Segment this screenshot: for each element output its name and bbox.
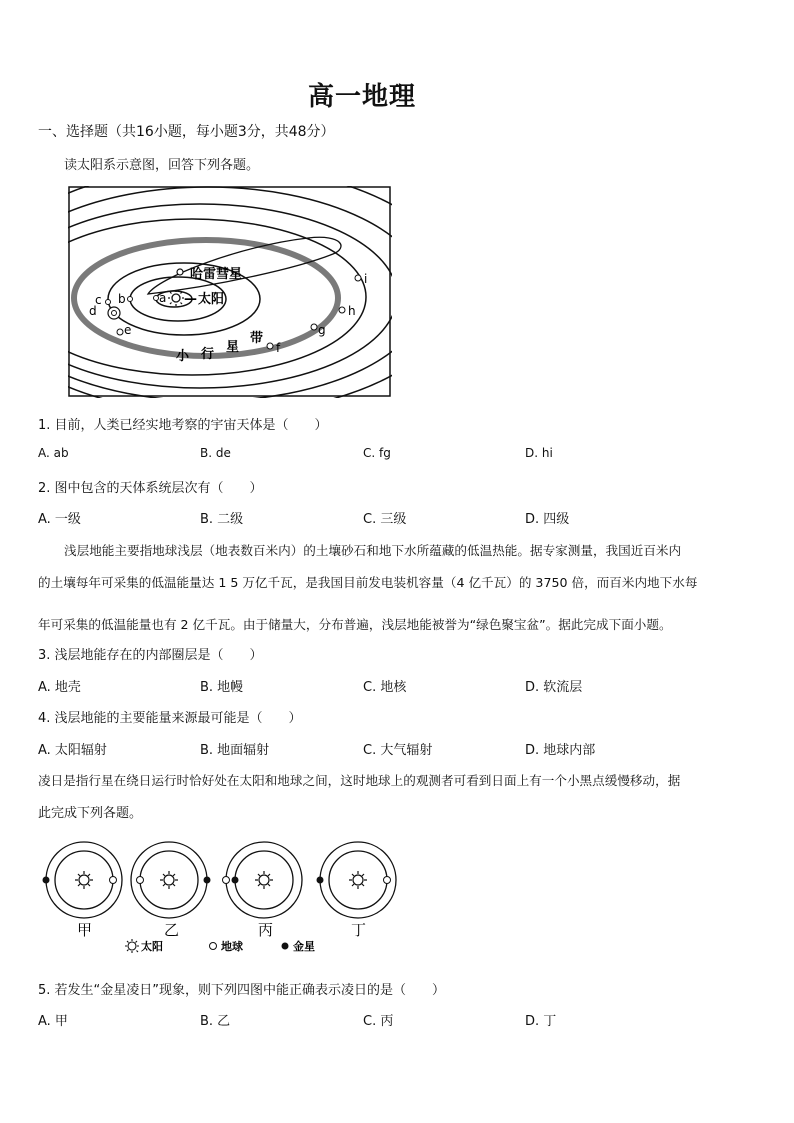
- q1-option-a[interactable]: A. ab: [38, 446, 69, 460]
- planet-e: [117, 329, 123, 335]
- question-1: 1. 目前，人类已经实地考察的宇宙天体是（ ）: [38, 418, 328, 433]
- planet-d: [112, 311, 117, 316]
- page-title: 高一地理: [307, 82, 416, 112]
- planet-b: [128, 297, 133, 302]
- diagram-label-ding: 丁: [351, 921, 367, 939]
- belt-label-1: 小: [176, 349, 190, 364]
- q1-option-c[interactable]: C. fg: [363, 446, 391, 460]
- q2-option-d[interactable]: D. 四级: [525, 512, 570, 527]
- legend-sun-label: 太阳: [141, 940, 163, 953]
- diagram-label-jia: 甲: [77, 921, 93, 939]
- label-f: f: [276, 341, 281, 355]
- q4-option-d[interactable]: D. 地球内部: [525, 743, 596, 758]
- q3-option-b[interactable]: B. 地幔: [200, 680, 244, 695]
- belt-label-3: 星: [226, 340, 240, 355]
- intro-text: 读太阳系示意图，回答下列各题。: [64, 158, 260, 173]
- legend-venus-label: 金星: [293, 940, 315, 953]
- planet-g: [311, 324, 317, 330]
- planet-a: [154, 296, 159, 301]
- q1-option-b[interactable]: B. de: [200, 446, 231, 460]
- sun-icon: [160, 871, 178, 889]
- passage-3-line-2: 此完成下列各题。: [38, 806, 143, 821]
- q2-option-a[interactable]: A. 一级: [38, 512, 81, 527]
- planet-c: [106, 300, 111, 305]
- venus-dot: [204, 877, 211, 884]
- earth-dot: [137, 877, 144, 884]
- q4-option-b[interactable]: B. 地面辐射: [200, 743, 270, 758]
- venus-dot: [232, 877, 239, 884]
- sun-label-text: 太阳: [198, 292, 225, 307]
- q3-option-c[interactable]: C. 地核: [363, 680, 407, 695]
- sun-icon: [255, 871, 273, 889]
- passage-2-line-2: 的土壤每年可采集的低温能量达 1 5 万亿千瓦，是我国目前发电装机容量（4 亿千瓦）的 3750 倍，而百米内地下水每: [38, 575, 698, 590]
- question-5: 5. 若发生“金星凌日”现象，则下列四图中能正确表示凌日的是（ ）: [38, 983, 446, 998]
- transit-figure: [38, 840, 408, 958]
- q4-option-c[interactable]: C. 大气辐射: [363, 743, 433, 758]
- belt-label-4: 带: [250, 331, 264, 346]
- legend-venus-icon: [282, 943, 289, 950]
- sun-icon: [75, 871, 93, 889]
- legend-earth-icon: [210, 943, 217, 950]
- legend-earth-label: 地球: [221, 940, 243, 953]
- label-g: g: [318, 323, 326, 337]
- passage-3-line-1: 凌日是指行星在绕日运行时恰好处在太阳和地球之间，这时地球上的观测者可看到日面上有一个小黑点缓慢移动，据: [38, 773, 681, 788]
- label-a: a: [159, 291, 167, 305]
- halley-comet: [177, 269, 183, 275]
- label-b: b: [118, 292, 126, 306]
- earth-dot: [110, 877, 117, 884]
- q5-option-b[interactable]: B. 乙: [200, 1014, 231, 1029]
- planet-i: [355, 275, 361, 281]
- belt-label-2: 行: [201, 347, 215, 362]
- halley-label: 哈雷彗星: [190, 267, 243, 282]
- sun-icon: [349, 871, 367, 889]
- label-d: d: [89, 304, 97, 318]
- question-4: 4. 浅层地能的主要能量来源最可能是（ ）: [38, 711, 302, 726]
- earth-dot: [384, 877, 391, 884]
- q3-option-a[interactable]: A. 地壳: [38, 680, 81, 695]
- label-c: c: [95, 293, 102, 307]
- q3-option-d[interactable]: D. 软流层: [525, 680, 583, 695]
- passage-2-line-3: 年可采集的低温能量也有 2 亿千瓦。由于储量大，分布普遍，浅层地能被誉为“绿色聚宝盆”。据此完成下面小题。: [38, 617, 672, 632]
- legend-sun-icon: [125, 939, 139, 953]
- q2-option-c[interactable]: C. 三级: [363, 512, 407, 527]
- q1-option-d[interactable]: D. hi: [525, 446, 553, 460]
- q5-option-c[interactable]: C. 丙: [363, 1014, 394, 1029]
- earth-dot: [223, 877, 230, 884]
- planet-h: [339, 307, 345, 313]
- diagram-label-bing: 丙: [258, 921, 274, 939]
- q2-option-b[interactable]: B. 二级: [200, 512, 244, 527]
- q5-option-d[interactable]: D. 丁: [525, 1014, 557, 1029]
- solar-system-figure: [68, 186, 392, 398]
- diagram-label-yi: 乙: [164, 921, 180, 939]
- planet-f: [267, 343, 273, 349]
- question-2: 2. 图中包含的天体系统层次有（ ）: [38, 481, 263, 496]
- q4-option-a[interactable]: A. 太阳辐射: [38, 743, 107, 758]
- sun-label: —: [184, 292, 197, 307]
- label-h: h: [348, 304, 356, 318]
- passage-2-line-1: 浅层地能主要指地球浅层（地表数百米内）的土壤砂石和地下水所蕴藏的低温热能。据专家测量，我国近百米内: [64, 543, 682, 558]
- q5-option-a[interactable]: A. 甲: [38, 1014, 68, 1029]
- section-heading: 一、选择题（共16小题，每小题3分，共48分）: [38, 124, 335, 140]
- label-e: e: [124, 323, 132, 337]
- venus-dot: [317, 877, 324, 884]
- venus-dot: [43, 877, 50, 884]
- question-3: 3. 浅层地能存在的内部圈层是（ ）: [38, 648, 263, 663]
- label-i: i: [364, 272, 368, 286]
